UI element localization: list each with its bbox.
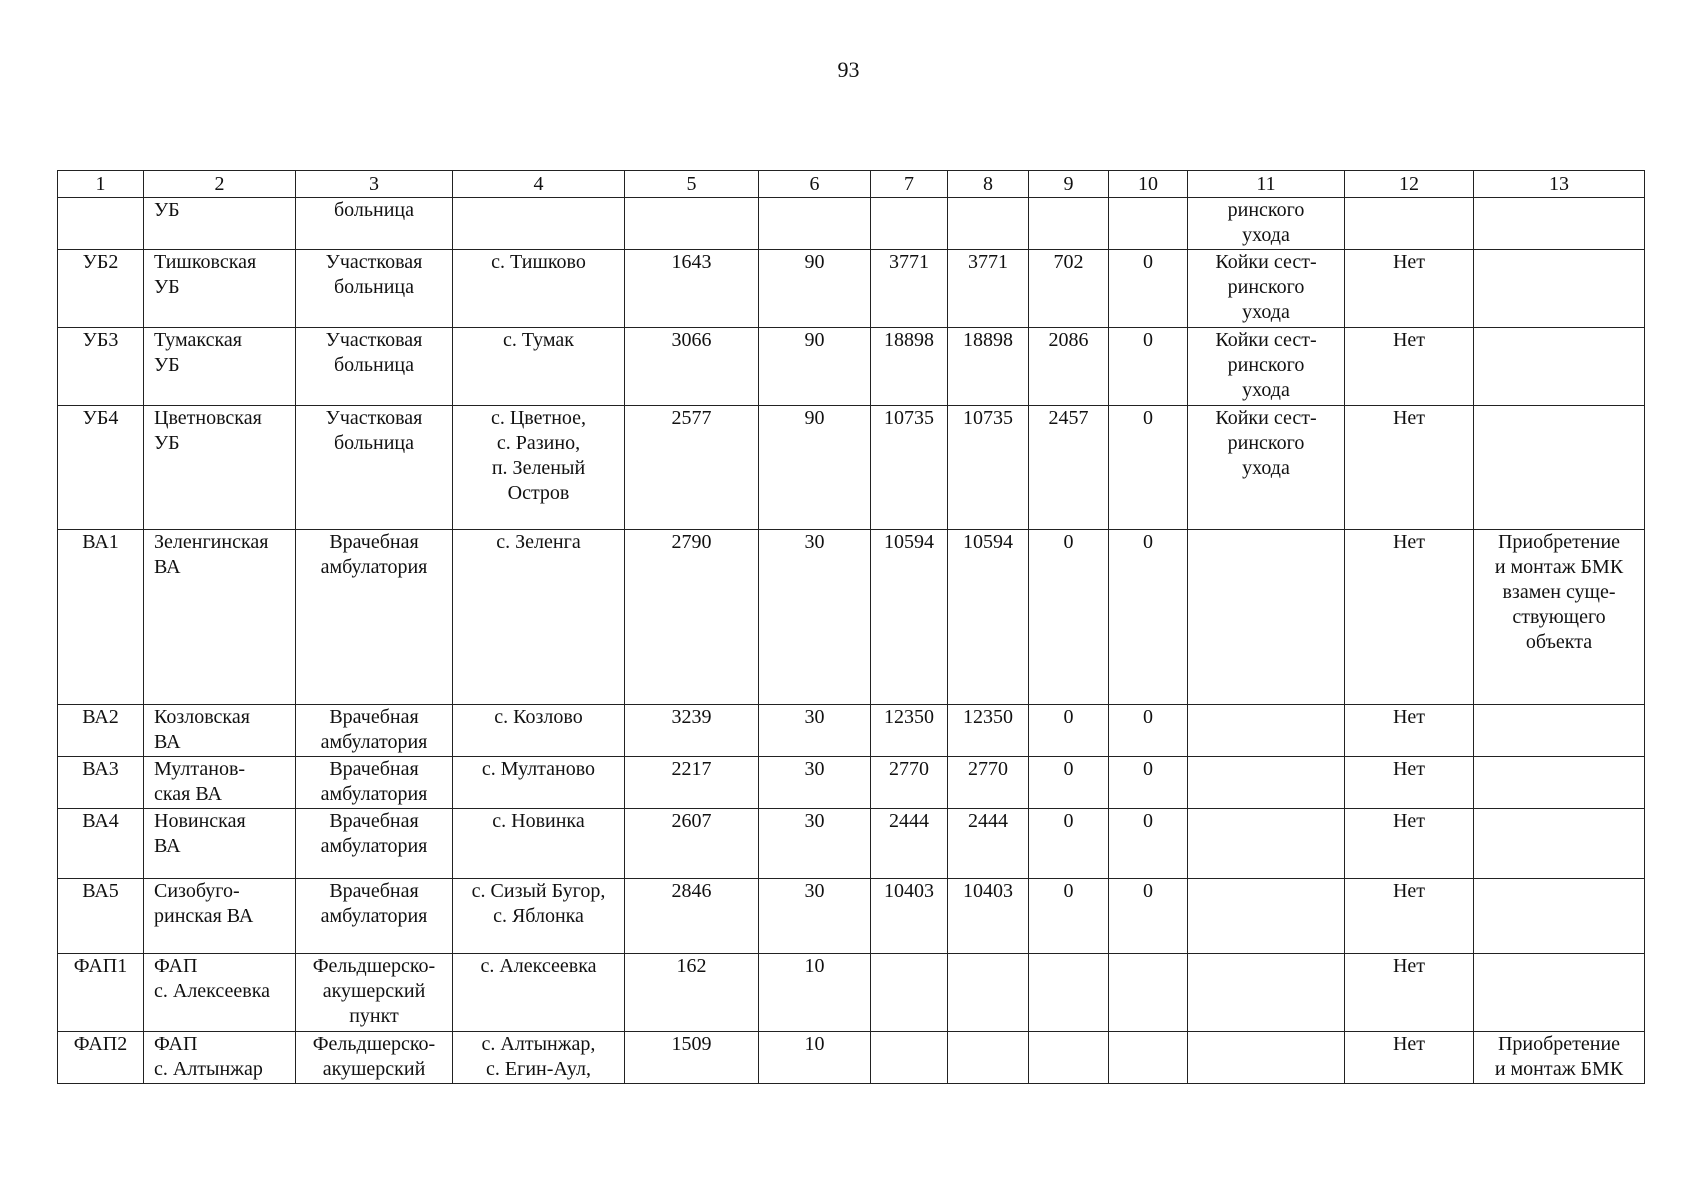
table-row <box>58 954 1645 1032</box>
table-header-row <box>58 171 1645 198</box>
table-cell <box>1109 198 1188 250</box>
table-cell: Нет <box>1345 705 1474 757</box>
table-cell: 2577 <box>625 406 759 530</box>
table-cell: 2086 <box>1029 328 1109 406</box>
table-cell <box>1109 954 1188 1032</box>
table-cell: 2607 <box>625 809 759 879</box>
table-cell: ФАП1 <box>58 954 144 1032</box>
table-cell: ФАП2 <box>58 1032 144 1084</box>
table-cell: с. Новинка <box>453 809 625 879</box>
table-cell: ФАП с. Алексеевка <box>144 954 296 1032</box>
column-number-header: 4 <box>453 171 625 198</box>
table-cell: 0 <box>1029 530 1109 705</box>
table-row <box>58 809 1645 879</box>
table-cell: 3771 <box>948 250 1029 328</box>
table-cell: Врачебная амбулатория <box>296 757 453 809</box>
table-cell: 12350 <box>871 705 948 757</box>
table-cell: Врачебная амбулатория <box>296 879 453 954</box>
table-cell: с. Сизый Бугор, с. Яблонка <box>453 879 625 954</box>
table-cell: 3771 <box>871 250 948 328</box>
data-table <box>57 170 1645 1084</box>
table-cell: Нет <box>1345 954 1474 1032</box>
table-cell: Тумакская УБ <box>144 328 296 406</box>
table-cell: Нет <box>1345 879 1474 954</box>
table-cell: 30 <box>759 809 871 879</box>
table-cell: 162 <box>625 954 759 1032</box>
table-cell: ВА5 <box>58 879 144 954</box>
table-cell: ФАП с. Алтынжар <box>144 1032 296 1084</box>
table-cell: Врачебная амбулатория <box>296 809 453 879</box>
table-cell: 702 <box>1029 250 1109 328</box>
table-row <box>58 530 1645 705</box>
table-cell: 1509 <box>625 1032 759 1084</box>
table-cell <box>948 198 1029 250</box>
column-number-header: 12 <box>1345 171 1474 198</box>
table-cell: 0 <box>1109 328 1188 406</box>
table-row <box>58 1032 1645 1084</box>
table-cell <box>1188 757 1345 809</box>
table-cell: 10403 <box>871 879 948 954</box>
table-cell: Фельдшерско- акушерский пункт <box>296 954 453 1032</box>
table-cell <box>1029 1032 1109 1084</box>
table-cell: 0 <box>1109 879 1188 954</box>
table-row <box>58 757 1645 809</box>
table-cell: Сизобуго- ринская ВА <box>144 879 296 954</box>
table-cell: УБ4 <box>58 406 144 530</box>
table-cell <box>1474 328 1645 406</box>
column-number-header: 2 <box>144 171 296 198</box>
table-cell: Нет <box>1345 757 1474 809</box>
table-row <box>58 198 1645 250</box>
column-number-header: 13 <box>1474 171 1645 198</box>
table-cell: ВА2 <box>58 705 144 757</box>
table-cell: Новинская ВА <box>144 809 296 879</box>
table-cell <box>1474 250 1645 328</box>
table-cell: 0 <box>1109 250 1188 328</box>
table-cell: с. Козлово <box>453 705 625 757</box>
table-cell: 10403 <box>948 879 1029 954</box>
table-cell <box>1474 705 1645 757</box>
table-cell: 2770 <box>871 757 948 809</box>
table-cell <box>1029 198 1109 250</box>
table-cell <box>625 198 759 250</box>
table-cell: Участковая больница <box>296 406 453 530</box>
table-cell: Нет <box>1345 530 1474 705</box>
table-cell: 0 <box>1029 809 1109 879</box>
table-cell: 0 <box>1109 406 1188 530</box>
table-cell: с. Алтынжар, с. Егин-Аул, <box>453 1032 625 1084</box>
table-cell: 18898 <box>871 328 948 406</box>
table-cell: Приобретение и монтаж БМК взамен суще- ствующего объекта <box>1474 530 1645 705</box>
table-cell <box>948 954 1029 1032</box>
table-cell: 2457 <box>1029 406 1109 530</box>
table-cell: 10735 <box>948 406 1029 530</box>
table-cell: 10 <box>759 1032 871 1084</box>
table-cell: Участковая больница <box>296 250 453 328</box>
table-cell: 90 <box>759 250 871 328</box>
column-number-header: 10 <box>1109 171 1188 198</box>
table-cell: Фельдшерско- акушерский <box>296 1032 453 1084</box>
table-cell: ВА3 <box>58 757 144 809</box>
table-cell: Нет <box>1345 1032 1474 1084</box>
table-cell: 10735 <box>871 406 948 530</box>
table-cell: ВА1 <box>58 530 144 705</box>
column-number-header: 9 <box>1029 171 1109 198</box>
table-cell: Нет <box>1345 809 1474 879</box>
table-row <box>58 250 1645 328</box>
table-cell: Койки сест- ринского ухода <box>1188 328 1345 406</box>
table-cell <box>1474 879 1645 954</box>
table-cell <box>1474 757 1645 809</box>
table-cell: Приобретение и монтаж БМК <box>1474 1032 1645 1084</box>
table-cell: с. Тумак <box>453 328 625 406</box>
page-number: 93 <box>837 57 860 82</box>
table-cell <box>1474 954 1645 1032</box>
table-cell <box>58 198 144 250</box>
table-cell: 2444 <box>948 809 1029 879</box>
table-cell: Цветновская УБ <box>144 406 296 530</box>
table-cell: больница <box>296 198 453 250</box>
table-cell <box>871 198 948 250</box>
table-cell: 2770 <box>948 757 1029 809</box>
table-cell <box>1345 198 1474 250</box>
table-cell: 30 <box>759 879 871 954</box>
table-cell <box>1188 705 1345 757</box>
table-cell <box>453 198 625 250</box>
column-number-header: 5 <box>625 171 759 198</box>
table-cell: Койки сест- ринского ухода <box>1188 406 1345 530</box>
table-cell: Мултанов- ская ВА <box>144 757 296 809</box>
table-cell: Койки сест- ринского ухода <box>1188 250 1345 328</box>
table-cell: с. Мултаново <box>453 757 625 809</box>
table-cell: ринского ухода <box>1188 198 1345 250</box>
table-cell: 3066 <box>625 328 759 406</box>
table-cell: 0 <box>1029 879 1109 954</box>
table-cell <box>1029 954 1109 1032</box>
table-cell <box>1188 954 1345 1032</box>
table-cell <box>871 954 948 1032</box>
table-cell: УБ2 <box>58 250 144 328</box>
table-cell: 2846 <box>625 879 759 954</box>
table-cell <box>871 1032 948 1084</box>
table-row <box>58 406 1645 530</box>
table-cell <box>1109 1032 1188 1084</box>
table-cell <box>1474 809 1645 879</box>
table-cell: УБ3 <box>58 328 144 406</box>
table-cell <box>1188 1032 1345 1084</box>
table-cell: с. Цветное, с. Разино, п. Зеленый Остров <box>453 406 625 530</box>
column-number-header: 8 <box>948 171 1029 198</box>
table-cell: с. Зеленга <box>453 530 625 705</box>
table-cell: 0 <box>1109 757 1188 809</box>
column-number-header: 11 <box>1188 171 1345 198</box>
column-number-header: 1 <box>58 171 144 198</box>
table-cell: 3239 <box>625 705 759 757</box>
table-cell: 2217 <box>625 757 759 809</box>
table-cell: 90 <box>759 328 871 406</box>
table-cell: 30 <box>759 757 871 809</box>
table-cell: 90 <box>759 406 871 530</box>
table-cell: 30 <box>759 705 871 757</box>
table-cell: 10 <box>759 954 871 1032</box>
table-row <box>58 879 1645 954</box>
column-number-header: 3 <box>296 171 453 198</box>
table-cell: Тишковская УБ <box>144 250 296 328</box>
table-cell: Врачебная амбулатория <box>296 705 453 757</box>
table-cell <box>1474 198 1645 250</box>
table-cell: 0 <box>1109 809 1188 879</box>
table-cell <box>1188 879 1345 954</box>
table-cell <box>1188 530 1345 705</box>
table-row <box>58 328 1645 406</box>
table-cell: Нет <box>1345 328 1474 406</box>
table-cell: УБ <box>144 198 296 250</box>
table-row <box>58 705 1645 757</box>
table-cell: 2444 <box>871 809 948 879</box>
table-cell: Участковая больница <box>296 328 453 406</box>
table-cell: 30 <box>759 530 871 705</box>
table-cell <box>948 1032 1029 1084</box>
table-cell: Нет <box>1345 406 1474 530</box>
table-cell <box>1188 809 1345 879</box>
table-cell: 10594 <box>871 530 948 705</box>
table-cell: ВА4 <box>58 809 144 879</box>
column-number-header: 7 <box>871 171 948 198</box>
table-cell: 0 <box>1029 705 1109 757</box>
table-cell: 2790 <box>625 530 759 705</box>
table-cell: Зеленгинская ВА <box>144 530 296 705</box>
table-cell: 10594 <box>948 530 1029 705</box>
table-cell: 12350 <box>948 705 1029 757</box>
table-cell: 0 <box>1109 530 1188 705</box>
table-cell: Козловская ВА <box>144 705 296 757</box>
table-cell: 0 <box>1109 705 1188 757</box>
table-cell: 0 <box>1029 757 1109 809</box>
column-number-header: 6 <box>759 171 871 198</box>
table-cell: с. Тишково <box>453 250 625 328</box>
table-cell: Нет <box>1345 250 1474 328</box>
table-cell: с. Алексеевка <box>453 954 625 1032</box>
table-cell <box>1474 406 1645 530</box>
table-cell <box>759 198 871 250</box>
table-cell: 18898 <box>948 328 1029 406</box>
table-cell: 1643 <box>625 250 759 328</box>
table-cell: Врачебная амбулатория <box>296 530 453 705</box>
